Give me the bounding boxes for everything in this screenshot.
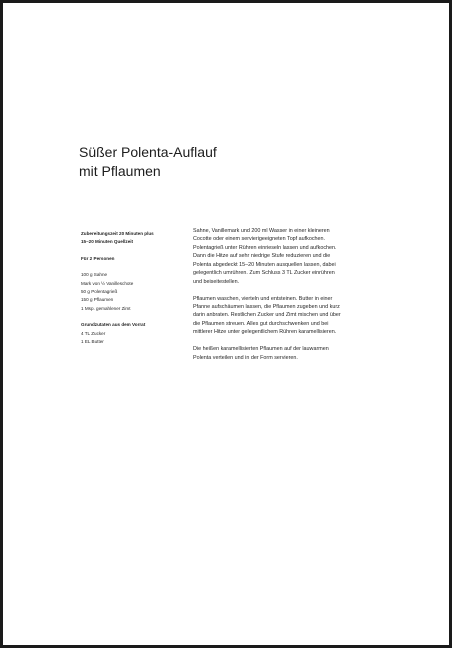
recipe-title-line: Süßer Polenta-Auflauf — [79, 144, 217, 160]
instruction-line: Die heißen karamellisierten Pflaumen auf der lauwarmen — [193, 346, 329, 353]
spacer — [193, 286, 383, 294]
instruction-line: Polenta verteilen und in der Form servieren. — [193, 354, 298, 361]
spacer — [193, 337, 383, 345]
prep-time-line: 15–20 Minuten Quellzeit — [81, 239, 134, 245]
instruction-paragraph — [193, 295, 383, 337]
instruction-line: darin anbraten. Restlichen Zucker und Zimt mischen und über — [193, 312, 341, 319]
ingredient-item: 50 g Polentagrieß — [81, 289, 118, 295]
recipe-instructions — [193, 227, 383, 362]
instruction-line: Sahne, Vanillemark und 200 ml Wasser in einer kleineren — [193, 228, 330, 234]
recipe-info-column — [81, 230, 181, 346]
instruction-line: gelegentlich umrühren. Zum Schluss 3 TL Zucker einrühren — [193, 270, 335, 277]
spacer — [81, 247, 181, 255]
instruction-line: Pflaumen waschen, vierteln und entsteinen. Butter in einer — [193, 295, 333, 302]
ingredient-item: 150 g Pflaumen — [81, 297, 114, 303]
ingredient-item: Mark von ½ Vanilleschote — [81, 280, 134, 286]
servings-label: Für 2 Personen — [81, 255, 115, 261]
ingredient-item: 100 g Sahne — [81, 272, 108, 278]
spacer — [81, 313, 181, 321]
instruction-line: und beiseitestellen. — [193, 278, 240, 285]
instruction-line: Dann die Hitze auf sehr niedrige Stufe reduzieren und die — [193, 253, 331, 260]
instruction-line: Polentagrieß unter Rühren einrieseln lassen und aufkochen. — [193, 244, 337, 251]
instruction-paragraph — [193, 345, 383, 362]
instruction-line: Polenta abgedeckt 15–20 Minuten ausquellen lassen, dabei — [193, 261, 336, 268]
instruction-line: die Pflaumen streuen. Alles gut durchschwenken und bei — [193, 320, 329, 327]
instruction-line: mittlerer Hitze unter gelegentlichem Rühren karamellisieren. — [193, 329, 337, 336]
ingredient-item: 1 Msp. gemahlener Zimt — [81, 305, 131, 311]
pantry-heading: Grundzutaten aus dem Vorrat — [81, 322, 146, 328]
pantry-item: 4 TL Zucker — [81, 330, 106, 336]
recipe-title-line: mit Pflaumen — [79, 163, 161, 179]
spacer — [81, 263, 181, 271]
instruction-line: Cocotte oder einem servierigeeigneten Topf aufkochen. — [193, 236, 326, 243]
pantry-item: 1 EL Butter — [81, 339, 104, 345]
instruction-paragraph — [193, 227, 383, 286]
prep-time-line: Zubereitungszeit 20 Minuten plus — [81, 231, 154, 236]
recipe-title — [79, 143, 217, 181]
instruction-line: Pfanne aufschäumen lassen, die Pflaumen zugeben und kurz — [193, 304, 340, 311]
